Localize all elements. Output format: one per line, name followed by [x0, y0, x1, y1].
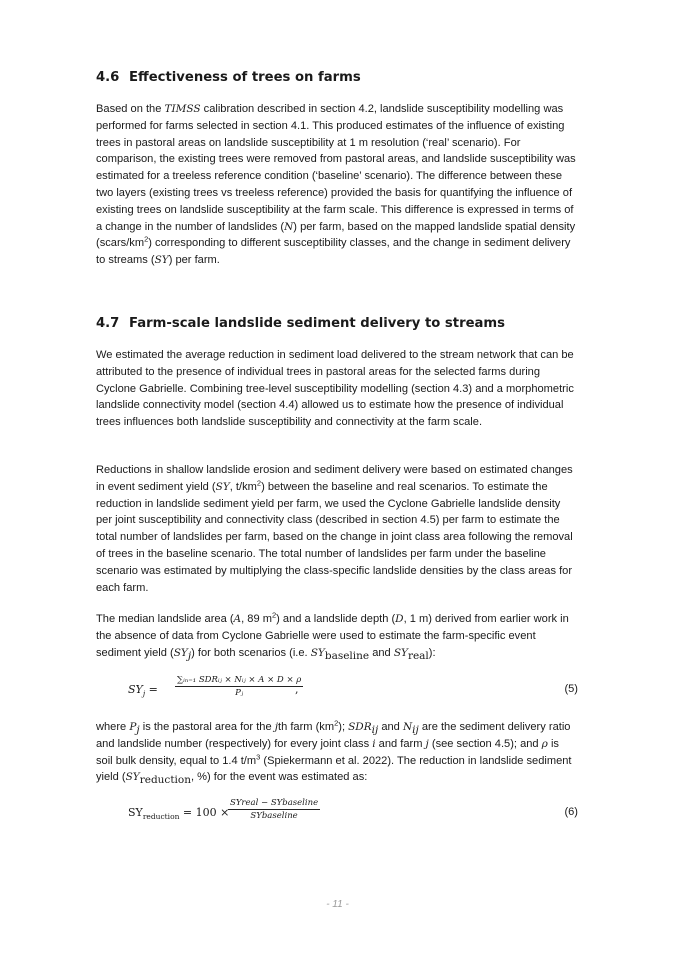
section-number: 4.7 — [96, 316, 120, 331]
denominator: Pⱼ — [235, 688, 244, 698]
section-heading-4-7 — [96, 316, 505, 331]
page-number: - 11 - — [326, 899, 349, 910]
equation-fraction — [175, 675, 303, 698]
equation-6 — [96, 795, 578, 835]
paragraph-4-7-1: We estimated the average reduction in sediment load delivered to the stream network that can be attributed to the presence of individual trees in pastoral areas for the selected farms during Cyclone Gabrielle. Combining tree-level susceptibility modelling (section 4.3) and a morphometric landslide connectivity model (section 4.4) allowed us to estimate how the presence of individual trees influences both landslide susceptibility and connectivity at the farm scale. — [96, 349, 574, 429]
denominator: SYbaseline — [250, 811, 298, 821]
numerator: SYreal − SYbaseline — [230, 798, 319, 808]
numerator: ∑ᵢₙ₌₁ SDRᵢⱼ × Nᵢⱼ × A × D × ρ — [177, 675, 302, 685]
paragraph-4-7-4: where $P_j$ is the pastoral area for the jth farm $(km^2)$; $SDR_{ij}$ and $N_{ij}$ are the sediment delivery ratio and landslide number (respectively) for every joint class i and farm j (see section 4.5); and ρ is soil bulk density, equal to 1.4 $t/m^3$ (Spiekermann et al. 2022). The reduction in landslide sediment yield ($SY_{reduction}$, %) for the event was estimated as: — [96, 718, 572, 787]
section-heading-4-6 — [96, 70, 361, 85]
equation-number: (6) — [564, 806, 578, 818]
paragraph-4-7-3: The median landslide area (A, 89 $m^2$) and a landslide depth (D, 1 m) derived from earlier work in the absence of data from Cyclone Gabrielle were used to estimate the farm-specific event sediment yield $(SY_j)$ for both scenarios (i.e. $SY_{baseline}$ and $SY_{real}$): — [96, 610, 569, 662]
section-title: Farm-scale landslide sediment delivery to streams — [129, 316, 506, 331]
equation-fraction — [228, 798, 320, 821]
equation-lhs: $SY_{reduction} = 100$ × — [128, 806, 230, 822]
equation-lhs: $SY_j$ = — [128, 683, 158, 699]
section-number: 4.6 — [96, 70, 120, 85]
section-title: Effectiveness of trees on farms — [129, 70, 361, 85]
paragraph-4-6-1: Based on the TIMSS calibration described in section 4.2, landslide susceptibility modelling was performed for farms selected in section 4.1. This produced estimates of the influence of existing trees in pastoral areas on landslide susceptibility at 1 m resolution (‘real’ scenario). For comparison, the existing trees were removed from pastoral areas, and landslide susceptibility was estimated for a treeless reference condition (‘baseline’ scenario). The difference between these two layers (existing trees vs treeless reference) provided the basis for quantifying the influence of existing trees on landslide susceptibility at the farm scale. This difference is expressed in terms of a change in the number of landslides (N) per farm, based on the mapped landslide spatial density $(scars/km^2)$ corresponding to different susceptibility classes, and the change in sediment delivery to streams (SY) per farm. — [96, 103, 576, 267]
equation-5 — [96, 672, 578, 712]
equation-number: (5) — [564, 683, 578, 695]
equation-trail: , — [295, 683, 299, 696]
paragraph-4-7-2: Reductions in shallow landslide erosion and sediment delivery were based on estimated changes in event sediment yield (SY, $t/km^2$) between the baseline and real scenarios. To estimate the reduction in landslide sediment yield per farm, we used the Cyclone Gabrielle landslide density per joint susceptibility and connectivity class (described in section 4.5) per farm to estimate the total number of landslides per farm, based on the change in joint class area following the removal of trees in the baseline scenario. The total number of landslides per farm under the baseline scenario was estimated by multiplying the class-specific landslide densities by the class areas for each farm. — [96, 464, 573, 594]
